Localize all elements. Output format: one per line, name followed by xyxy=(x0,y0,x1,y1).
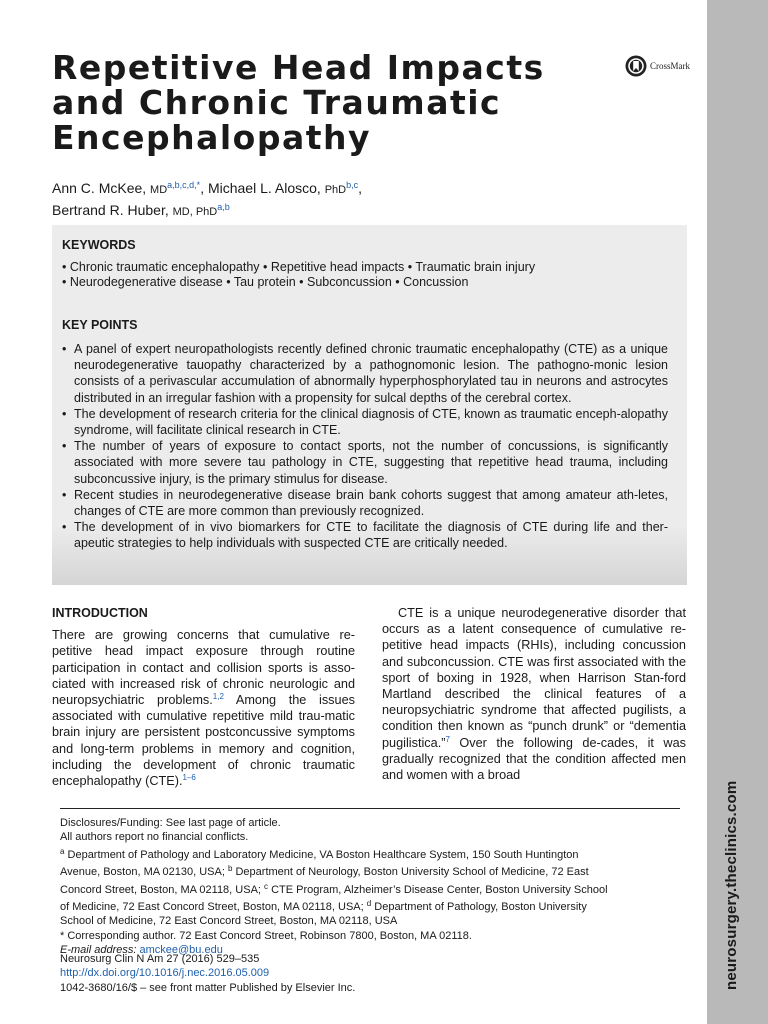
affiliation-text: Department of Pathology, Boston University xyxy=(371,901,587,914)
email-label: E-mail address: xyxy=(60,944,137,957)
affiliation-text: Department of Neurology, Boston University School of Medicine, 72 East xyxy=(232,866,589,879)
affiliation-line: School of Medicine, 72 East Concord Street, Boston, MA 02118, USA xyxy=(60,915,398,928)
intro-paragraph-1 xyxy=(52,627,355,789)
affiliation-line xyxy=(60,845,690,862)
corresponding-author: * Corresponding author. 72 East Concord Street, Robinson 7800, Boston, MA 02118. xyxy=(60,929,472,942)
key-point-item: • Recent studies in neurodegenerative disease brain bank cohorts suggest that among amateur ath-letes, changes of CTE are more common than previously recognized. xyxy=(62,487,668,519)
crossmark-badge[interactable] xyxy=(625,55,690,77)
paragraph-text: Over the following de-cades, it was gradually recognized that the condition affected men and women with a broad xyxy=(382,735,686,783)
author-name: Ann C. McKee, xyxy=(52,180,147,196)
affiliation-label: b xyxy=(227,864,233,874)
author-degree: MD xyxy=(150,184,168,196)
affiliation-text: Department of Pathology and Laboratory Medicine, VA Boston Healthcare System, 150 South Huntington xyxy=(64,848,579,861)
footnote-divider xyxy=(60,808,680,809)
paragraph-text: CTE is a unique neurodegenerative disorder that occurs as a latent consequence of cumulative re-petitive head impacts (RHIs), including concussion and subconcussion. CTE was first associated with the sport of boxing in 1928, when Harrison Stan-ford Martland described the clinical features of a neuropsychiatric syndrome that affected pugilists, a condition then known as “punch drunk” or “dementia pugilistica.” xyxy=(382,606,686,750)
section-heading-introduction: INTRODUCTION xyxy=(52,606,148,620)
author-list xyxy=(52,177,362,221)
keywords-line: • Chronic traumatic encephalopathy • Repetitive head impacts • Traumatic brain injury xyxy=(62,260,536,274)
keywords-heading: KEYWORDS xyxy=(62,238,136,252)
doi-link[interactable]: http://dx.doi.org/10.1016/j.nec.2016.05.009 xyxy=(60,967,270,980)
affiliation-line xyxy=(60,897,690,914)
column-left xyxy=(52,605,355,789)
title-line: and Chronic Traumatic xyxy=(52,83,502,122)
author-name: Bertrand R. Huber, xyxy=(52,202,169,218)
author-degree: MD, PhD xyxy=(172,206,218,218)
key-points-heading: KEY POINTS xyxy=(62,318,138,332)
affiliation-label: a xyxy=(60,846,65,856)
affiliation-marker[interactable]: a,b,c,d,* xyxy=(167,180,201,190)
reference-link[interactable]: 7 xyxy=(445,734,450,744)
author-line-1: Ann C. McKee, MD$^{a,b,c,d,*}$, Michael L. Alosco, PhD$^{b,c}$, xyxy=(52,180,363,196)
key-points-list xyxy=(62,341,668,552)
keywords-line: • Neurodegenerative disease • Tau protein • Subconcussion • Concussion xyxy=(62,275,469,289)
issn-line: 1042-3680/16/$ – see front matter Published by Elsevier Inc. xyxy=(60,981,356,994)
paragraph-text: Among the issues associated with cumulative repetitive mild trau-matic brain injury are persistent postconcussive symptoms and long-term problems in memory and cognition, including the development of chronic traumatic encephalopathy (CTE). xyxy=(52,693,355,789)
key-point-item: • The development of in vivo biomarkers for CTE to facilitate the diagnosis of CTE during life and ther-apeutic strategies to help individuals with suspected CTE are critically needed. xyxy=(62,519,668,551)
intro-paragraph-2 xyxy=(382,605,686,783)
key-point-item: • A panel of expert neuropathologists recently defined chronic traumatic encephalopathy (CTE) as a unique neurodegenerative tauopathy characterized by a pathognomonic lesion. The pathogno-monic lesion consists of a perivascular accumulation of abnormally hyperphosphorylated tau in neurons and astrocytes distributed in an irregular fashion with a propensity for sulcal depths of the cerebral cortex. xyxy=(62,341,668,406)
author-line-2 xyxy=(52,199,362,221)
affiliation-text: Concord Street, Boston, MA 02118, USA; xyxy=(60,883,265,896)
key-point-item: • The development of research criteria for the clinical diagnosis of CTE, known as traumatic enceph-alopathy syndrome, will facilitate clinical research in CTE. xyxy=(62,406,668,438)
key-point-item: • The number of years of exposure to contact sports, not the number of concussions, is significantly associated with more severe tau pathology in CTE, suggesting that repetitive head trauma, including subconcussive injury, is the primary stimulus for disease. xyxy=(62,438,668,487)
author-degree: PhD xyxy=(324,184,347,196)
crossmark-icon xyxy=(625,55,647,77)
affiliation-text: CTE Program, Alzheimer’s Disease Center, Boston University School xyxy=(268,883,608,896)
title-line: Encephalopathy xyxy=(52,118,372,157)
article-title xyxy=(52,50,572,155)
footnotes xyxy=(60,816,690,958)
disclosure-note: Disclosures/Funding: See last page of article. xyxy=(60,817,281,829)
affiliation-text: Avenue, Boston, MA 02130, USA; xyxy=(60,866,228,879)
reference-link[interactable]: 1–6 xyxy=(182,772,196,782)
affiliation-marker[interactable]: b,c xyxy=(346,180,359,190)
abstract-box xyxy=(52,225,687,585)
citation-block xyxy=(60,952,690,995)
journal-citation: Neurosurg Clin N Am 27 (2016) 529–535 xyxy=(60,953,260,965)
affiliation-line xyxy=(60,862,690,879)
title-line: Repetitive Head Impacts xyxy=(52,48,545,87)
affiliation-text: of Medicine, 72 East Concord Street, Boston, MA 02118, USA; xyxy=(60,901,367,914)
affiliation-label: d xyxy=(366,899,372,909)
crossmark-label: CrossMark xyxy=(650,61,690,71)
affiliation-label: c xyxy=(264,881,269,891)
reference-link[interactable]: 1,2 xyxy=(212,691,224,701)
column-right xyxy=(382,605,686,783)
affiliation-line xyxy=(60,880,690,897)
author-name: , Michael L. Alosco, xyxy=(200,180,321,196)
conflict-note: All authors report no financial conflicts. xyxy=(60,831,249,844)
email-link[interactable]: amckee@bu.edu xyxy=(139,944,223,957)
journal-url-vertical[interactable]: neurosurgery.theclinics.com xyxy=(723,780,740,990)
affiliation-marker[interactable]: a,b xyxy=(217,202,230,212)
paragraph-text: There are growing concerns that cumulative re-petitive head impact exposure through routine participation in contact and collision sports is asso-ciated with increased risk of chronic neurologic and neuropsychiatric problems. xyxy=(52,628,355,708)
